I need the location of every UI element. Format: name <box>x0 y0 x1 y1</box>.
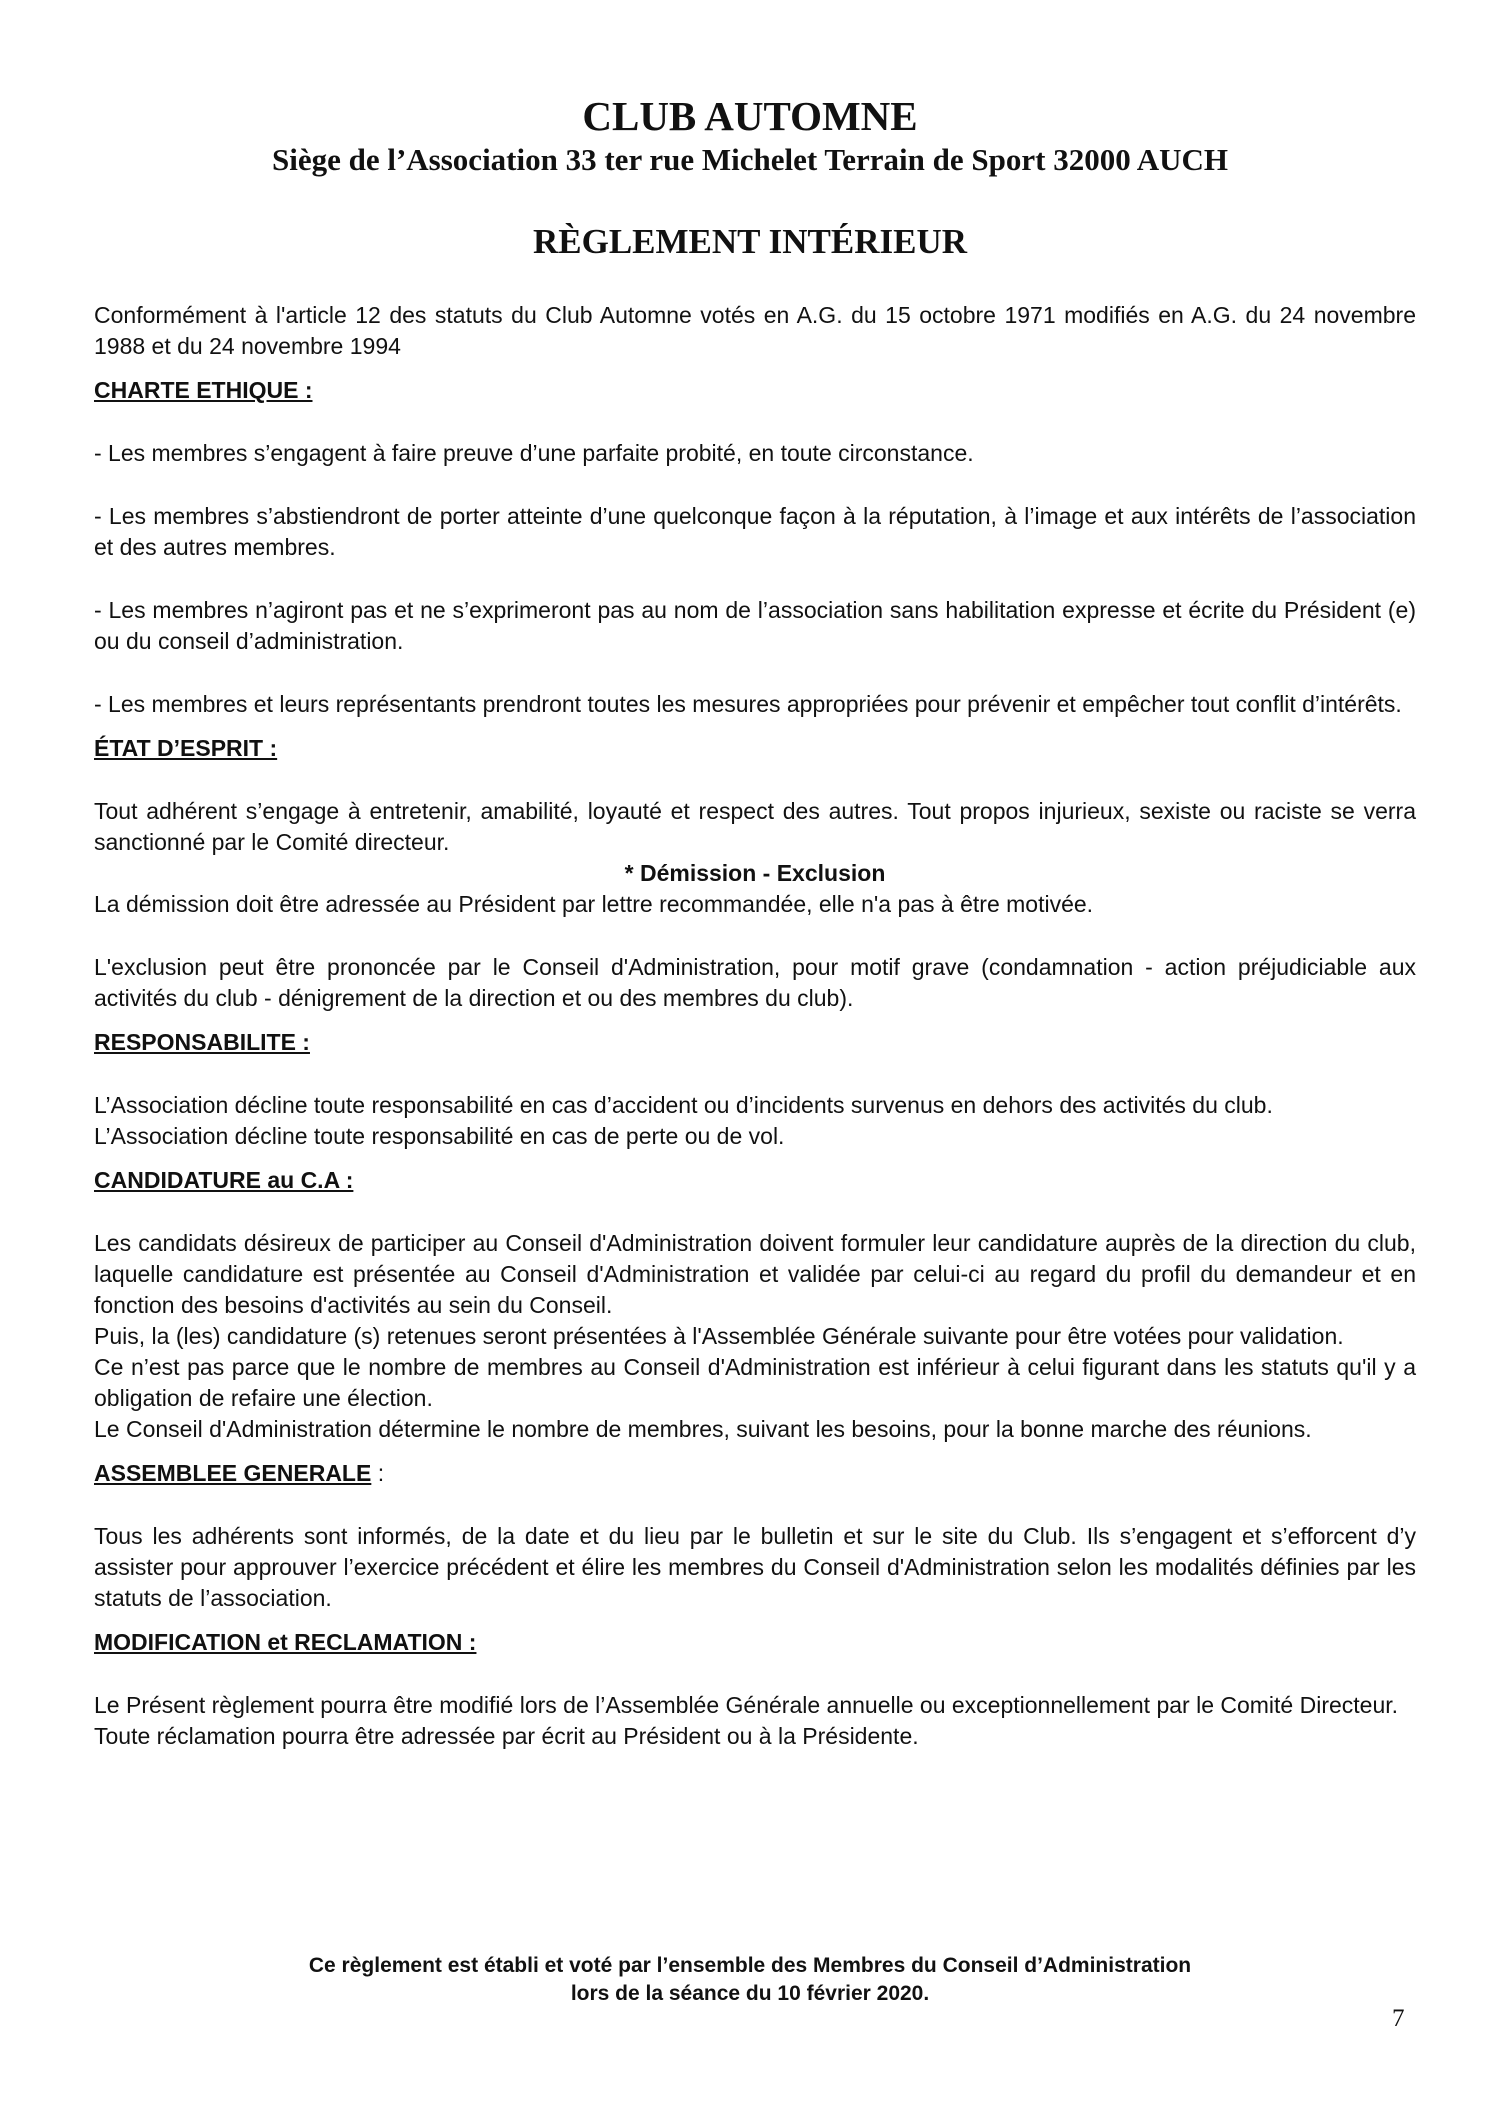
candidature-paragraph: Puis, la (les) candidature (s) retenues seront présentées à l'Assemblée Générale suivante pour être votées pour validation. <box>94 1323 1344 1349</box>
page-number: 7 <box>1392 2005 1405 2032</box>
section-heading-candidature: CANDIDATURE au C.A : <box>94 1167 354 1193</box>
footer-line: lors de la séance du 10 février 2020. <box>570 1982 930 2005</box>
modification-line: Toute réclamation pourra être adressée par écrit au Président ou à la Présidente. <box>94 1723 919 1749</box>
section-heading-assemblee <box>94 1458 1416 1489</box>
document-footer <box>0 1952 1500 2008</box>
charte-item: - Les membres s’engagent à faire preuve d’une parfaite probité, en toute circonstance. <box>94 440 974 466</box>
section-heading-charte: CHARTE ETHIQUE : <box>94 377 313 403</box>
assemblee-heading-suffix: : <box>371 1460 385 1486</box>
responsabilite-line: L’Association décline toute responsabilité en cas d’accident ou d’incidents survenus en dehors des activités du club. <box>94 1092 1273 1118</box>
charte-item: - Les membres et leurs représentants prendront toutes les mesures appropriées pour prévenir et empêcher tout conflit d’intérêts. <box>94 691 1402 717</box>
section-heading-responsabilite: RESPONSABILITE : <box>94 1029 310 1055</box>
demission-paragraph: La démission doit être adressée au Président par lettre recommandée, elle n'a pas à être motivée. <box>94 891 1094 917</box>
demission-exclusion-subheading: * Démission - Exclusion <box>624 860 886 886</box>
assemblee-paragraph: Tous les adhérents sont informés, de la date et du lieu par le bulletin et sur le site du Club. Ils s’engagent et s’efforcent d’y assister pour approuver l’exercice précédent et élire les membres du Conseil d'Administration selon les modalités définies par les statuts de l’association. <box>94 1523 1416 1611</box>
candidature-paragraph: Le Conseil d'Administration détermine le nombre de membres, suivant les besoins, pour la bonne marche des réunions. <box>94 1416 1312 1442</box>
modification-line: Le Présent règlement pourra être modifié lors de l’Assemblée Générale annuelle ou exceptionnellement par le Comité Directeur. <box>94 1692 1399 1718</box>
responsabilite-line: L’Association décline toute responsabilité en cas de perte ou de vol. <box>94 1123 785 1149</box>
etat-paragraph: Tout adhérent s’engage à entretenir, amabilité, loyauté et respect des autres. Tout propos injurieux, sexiste ou raciste se verra sanctionné par le Comité directeur. <box>94 798 1416 855</box>
assemblee-heading-text: ASSEMBLEE GENERALE <box>94 1460 372 1486</box>
candidature-paragraph: Les candidats désireux de participer au Conseil d'Administration doivent formuler leur candidature auprès de la direction du club, laquelle candidature est présentée au Conseil d'Administration et validée par celui-ci au regard du profil du demandeur et en fonction des besoins d'activités au sein du Conseil. <box>94 1230 1416 1318</box>
exclusion-paragraph: L'exclusion peut être prononcée par le Conseil d'Administration, pour motif grave (condamnation - action préjudiciable aux activités du club - dénigrement de la direction et ou des membres du club). <box>94 954 1416 1011</box>
section-heading-modification: MODIFICATION et RECLAMATION : <box>94 1629 477 1655</box>
charte-item: - Les membres s’abstiendront de porter atteinte d’une quelconque façon à la réputation, à l’image et aux intérêts de l’association et des autres membres. <box>94 503 1416 560</box>
section-heading-etat: ÉTAT D’ESPRIT : <box>94 735 278 761</box>
charte-item: - Les membres n’agiront pas et ne s’exprimeront pas au nom de l’association sans habilitation expresse et écrite du Président (e) ou du conseil d’administration. <box>94 597 1416 654</box>
club-title: CLUB AUTOMNE <box>582 93 918 139</box>
candidature-paragraph: Ce n’est pas parce que le nombre de membres au Conseil d'Administration est inférieur à celui figurant dans les statuts qu'il y a obligation de refaire une élection. <box>94 1354 1416 1411</box>
document-body <box>94 300 1416 1752</box>
intro-paragraph: Conformément à l'article 12 des statuts du Club Automne votés en A.G. du 15 octobre 1971 modifiés en A.G. du 24 novembre 1988 et du 24 novembre 1994 <box>94 302 1416 359</box>
document-title: RÈGLEMENT INTÉRIEUR <box>532 222 968 261</box>
association-address: Siège de l’Association 33 ter rue Michelet Terrain de Sport 32000 AUCH <box>271 142 1229 177</box>
footer-line: Ce règlement est établi et voté par l’ensemble des Membres du Conseil d’Administration <box>308 1954 1192 1977</box>
